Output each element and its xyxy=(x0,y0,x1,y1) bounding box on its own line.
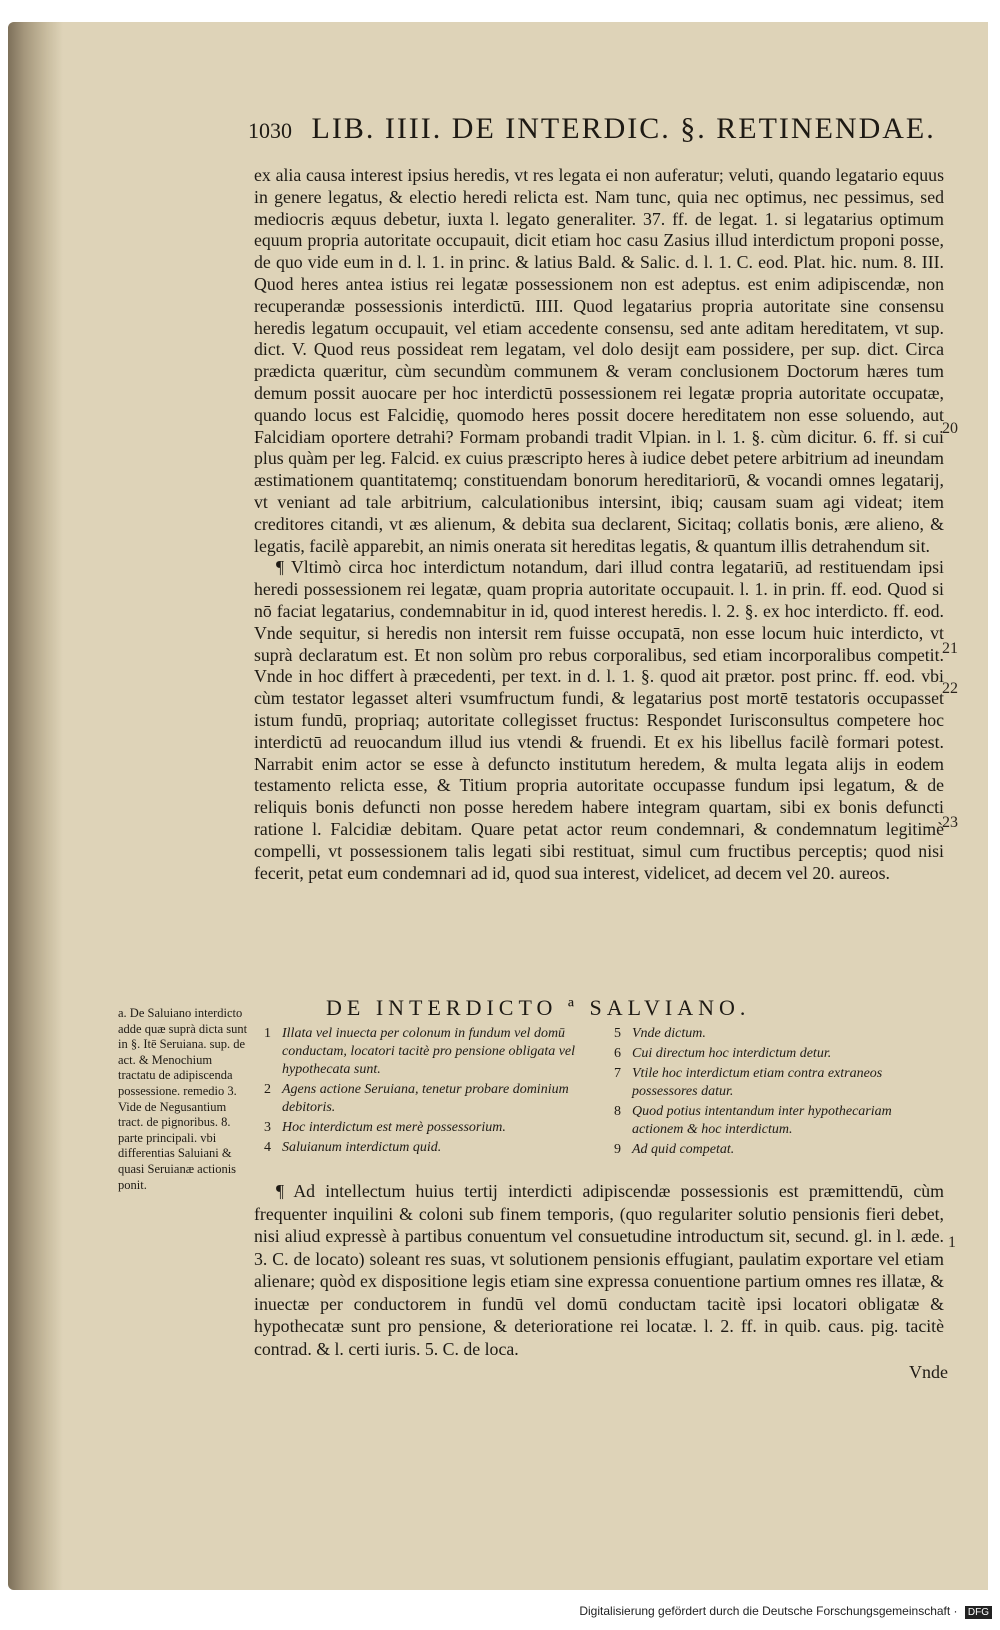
section-title: DE INTERDICTO ª SALVIANO. xyxy=(326,995,751,1020)
main-text-part1 xyxy=(254,165,944,884)
margin-number: 21 xyxy=(942,640,958,657)
summary-item: 6 Cui directum hoc interdictum detur. xyxy=(614,1046,832,1061)
summary-item: 9 Ad quid competat. xyxy=(614,1142,735,1157)
summary-column-left xyxy=(264,1025,594,1159)
footer-text: Digitalisierung gefördert durch die Deutsche Forschungsgemeinschaft · xyxy=(579,1604,958,1618)
header-title: LIB. IIII. DE INTERDIC. §. RETINENDAE. xyxy=(311,112,936,145)
running-header xyxy=(248,112,936,152)
digitization-footer xyxy=(579,1604,992,1619)
summary-item: 2 Agens actione Seruiana, tenetur probare dominium debitoris. xyxy=(264,1082,569,1115)
catchword: Vnde xyxy=(909,1362,948,1382)
summary-item: 5 Vnde dictum. xyxy=(614,1026,706,1041)
summary-item: 4 Saluianum interdictum quid. xyxy=(264,1140,442,1155)
summary-item: 1 Illata vel inuecta per colonum in fundum vel domū conductam, locatori tacitè pro pensione obligata vel hypothecata sunt. xyxy=(264,1026,576,1077)
summary-item: 8 Quod potius intentandum inter hypothecariam actionem & hoc interdictum. xyxy=(614,1104,892,1137)
marginal-note: a. De Saluiano interdicto adde quæ suprà dicta sunt in §. Itē Seruiana. sup. de act. & Menochium tractatu de adipiscenda possessione. remedio 3. Vide de Negusantium tract. de pignoribus. 8. parte principali. vbi differentias Saluiani & quasi Seruianæ actionis ponit. xyxy=(118,1006,248,1192)
margin-number: 20 xyxy=(942,420,958,437)
main-text-part2: ¶ Ad intellectum huius tertij interdicti adipiscendæ possessionis est præmittendū, cùm frequenter inquilini & coloni sub finem temporis, (quo regulariter solutio pensionis fieri debet, nisi aliud expressè à partibus conuentum vel consuetudine introductum sit, secund. gl. in l. æde. 3. C. de locato) soleant res suas, vt solutionem pensionis effugiant, paulatim exportare vel etiam alienare; quòd ex dispositione legis etiam sine expressa conuentione partium omnes res illatæ, & inuectæ per conductorem in fundū vel domū conductam tacitè ipsi locatori obligatæ & hypothecatæ sunt pro pensione, & deterioratione rei locatæ. l. 2. ff. in quib. caus. pig. tacitè contrad. & l. certi iuris. 5. C. de loca. xyxy=(254,1181,944,1359)
page-number: 1030 xyxy=(248,118,292,143)
summary-item: 3 Hoc interdictum est merè possessorium. xyxy=(264,1120,506,1135)
margin-number: 22 xyxy=(942,680,958,697)
paragraph: ¶ Vltimò circa hoc interdictum notandum, dari illud contra legatariū, ad restituendam ipsi heredi possessionem rei legatæ, quam propria autoritate occupauit. l. 1. in prin. ff. eod. Quod si nō faciat legatarius, condemnabitur in id, quod interest heredis. l. 2. §. ex hoc interdicto. ff. eod. Vnde sequitur, si heredis non intersit rem fuisse occupatā, non esse locum huic interdicto, vt suprà declaratum est. Et non solùm pro rebus corporalibus, sed etiam incorporalibus competit. Vnde in hoc differt à præcedenti, per text. in d. l. 1. §. quod ait prætor. post princ. ff. eod. vbi cùm testator legasset alteri vsumfructum fundi, & legatarius post mortē testatoris occupasset istum fundū, propriaq; autoritate collegisset fructus: Respondet Iurisconsultus competere hoc interdictū ad reuocandum illud ius vtendi & fruendi. Et ex his libellus facilè formari potest. Narrabit enim actor se esse à defuncto institutum heredem, & multa legata alijs in eodem testamento relicta esse, & Titium propria autoritate occupasse fundum ipsi legatum, & de reliquis bonis defuncti non posse heredem habere integram quartam, sibi ex bonis defuncti ratione l. Falcidiæ debitam. Quare petat actor reum condemnari, & condemnatum legitimè compelli, vt possessionem talis legati sibi restituat, simul cum fructibus perceptis; quod nisi fecerit, petat eum condemnari ad id, quod sua interest, videlicet, ad decem vel 20. aureos. xyxy=(254,557,944,883)
summary-column-right xyxy=(614,1025,914,1161)
margin-number: 23 xyxy=(942,814,958,831)
margin-number: 1 xyxy=(948,1234,956,1251)
dfg-logo: DFG xyxy=(965,1606,992,1619)
book-gutter xyxy=(8,22,63,1590)
summary-item: 7 Vtile hoc interdictum etiam contra extraneos possessores datur. xyxy=(614,1066,883,1099)
paragraph: ex alia causa interest ipsius heredis, vt res legata ei non auferatur; veluti, quando legatario equus in genere legatus, & electio heredi relicta est. Nam tunc, quia nec optimus, nec pessimus, sed mediocris æquus debetur, iuxta l. legato generaliter. 37. ff. de legat. 1. si legatarius optimum equum propria autoritate occupauit, dicit etiam hoc casu Zasius illud interdictum proponi posse, de quo vide eum in d. l. 1. in princ. & latius Bald. & Salic. d. l. 1. C. eod. Plat. hic. num. 8. III. Quod heres antea istius rei legatæ possessionem non est adeptus. est enim adipiscendæ, non recuperandæ possessionis interdictū. IIII. Quod legatarius propria autoritate sine consensu heredis legatum occupauit, vel etiam accedente consensu, sed ante aditam hereditatem, vt sup. dict. V. Quod reus possideat rem legatam, vel dolo desijt eam possidere, per sup. dict. Circa prædicta quæritur, cùm secundùm communem & veram conclusionem Doctorum hæres tum demum possit auocare per hoc interdictū possessionem rei legatæ propria autoritate occupatæ, quando locus est Falcidię, quomodo heres possit docere hereditatem non esse soluendo, aut Falcidiam oportere detrahi? Formam probandi tradit Vlpian. in l. 1. §. cùm dicitur. 6. ff. si cui plus quàm per leg. Falcid. ex cuius præscripto heres à iudice debet petere arbitrium ad ineundam æstimationem quantitatemq; constituendam bonorum hereditariorū, & vocandi omnes legatarij, vt veniant ad tale arbitrium, calculationibus intersint, ibiq; causam suam agi videat; item creditores citandi, vt æs alienum, & debita sua declarent, Sicitaq; collatis bonis, ære alieno, & legatis, facilè apparebit, an nimis onerata sit hereditas legatis, & quantum illis detrahendum sit. xyxy=(254,165,944,556)
